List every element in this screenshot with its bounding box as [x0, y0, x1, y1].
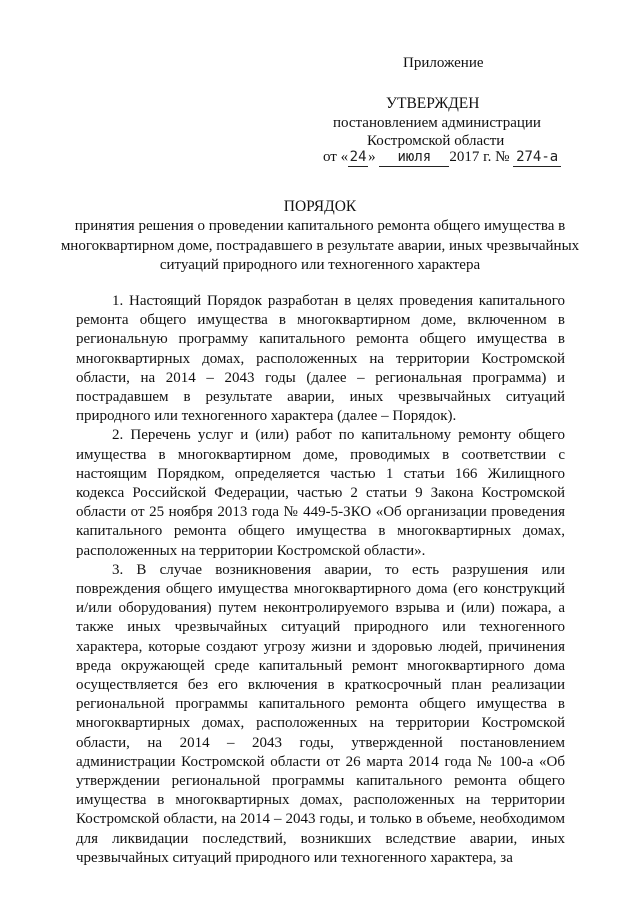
document-subtitle: принятия решения о проведении капитального ремонта общего имущества в многоквартирном доме, пострадавшего в результате аварии, иных чрезвычайных ситуаций природного или техногенного характера: [60, 218, 580, 273]
date-day: 24: [349, 149, 367, 165]
decree-number: 274-а: [513, 148, 561, 167]
date-mid: »: [368, 149, 376, 165]
approval-date-line: [323, 148, 561, 167]
paragraph-2: 2. Перечень услуг и (или) работ по капитальному ремонту общего имущества в многоквартирном доме, проводимых в соответствии с настоящим Порядком, определяется частью 1 статьи 166 Жилищного кодекса Российской Федерации, частью 2 статьи 9 Закона Костромской области от 25 ноября 2013 года № 449-5-ЗКО «Об организации проведения капитального ремонта общего имущества в многоквартирных домах, расположенных на территории Костромской области».: [76, 427, 565, 559]
date-month: июля: [379, 148, 449, 167]
approval-line-1: постановлением администрации: [333, 115, 541, 131]
number-sign: №: [495, 149, 510, 165]
date-prefix: от «: [323, 149, 349, 165]
document-title: ПОРЯДОК: [283, 198, 357, 215]
approval-line-2: Костромской области: [367, 133, 505, 149]
paragraph-3: 3. В случае возникновения аварии, то есть разрушения или повреждения общего имущества многоквартирного дома (его конструкций и/или оборудования) путем неконтролируемого взрыва и (или) пожара, а также иных чрезвычайных ситуаций природного или техногенного характера, которые создают угрозу жизни и здоровью людей, причинения вреда окружающей среде капитальный ремонт многоквартирного дома осуществляется без его включения в краткосрочный план реализации региональной программы капитального ремонта общего имущества в многоквартирных домах, расположенных на территории Костромской области, на 2014 – 2043 годы, утвержденной постановлением администрации Костромской области от 26 марта 2014 года № 100-а «Об утверждении региональной программы капитального ремонта общего имущества в многоквартирных домах, расположенных на территории Костромской области, на 2014 – 2043 годы, и только в объеме, необходимом для ликвидации последствий, возникших вследствие аварии, иных чрезвычайных ситуаций природного или техногенного характера, за: [76, 561, 565, 866]
appendix-label: Приложение: [403, 55, 484, 71]
date-year: 2017 г.: [449, 149, 492, 165]
document-body: [76, 292, 565, 868]
paragraph-1: 1. Настоящий Порядок разработан в целях проведения капитального ремонта общего имущества в многоквартирном доме, включенном в региональную программу капитального ремонта общего имущества в многоквартирных домах, расположенных на территории Костромской области, на 2014 – 2043 годы (далее – региональная программа) и пострадавшем в результате аварии, иных чрезвычайных ситуаций природного или техногенного характера (далее – Порядок).: [76, 293, 565, 425]
approved-heading: УТВЕРЖДЕН: [386, 95, 480, 112]
